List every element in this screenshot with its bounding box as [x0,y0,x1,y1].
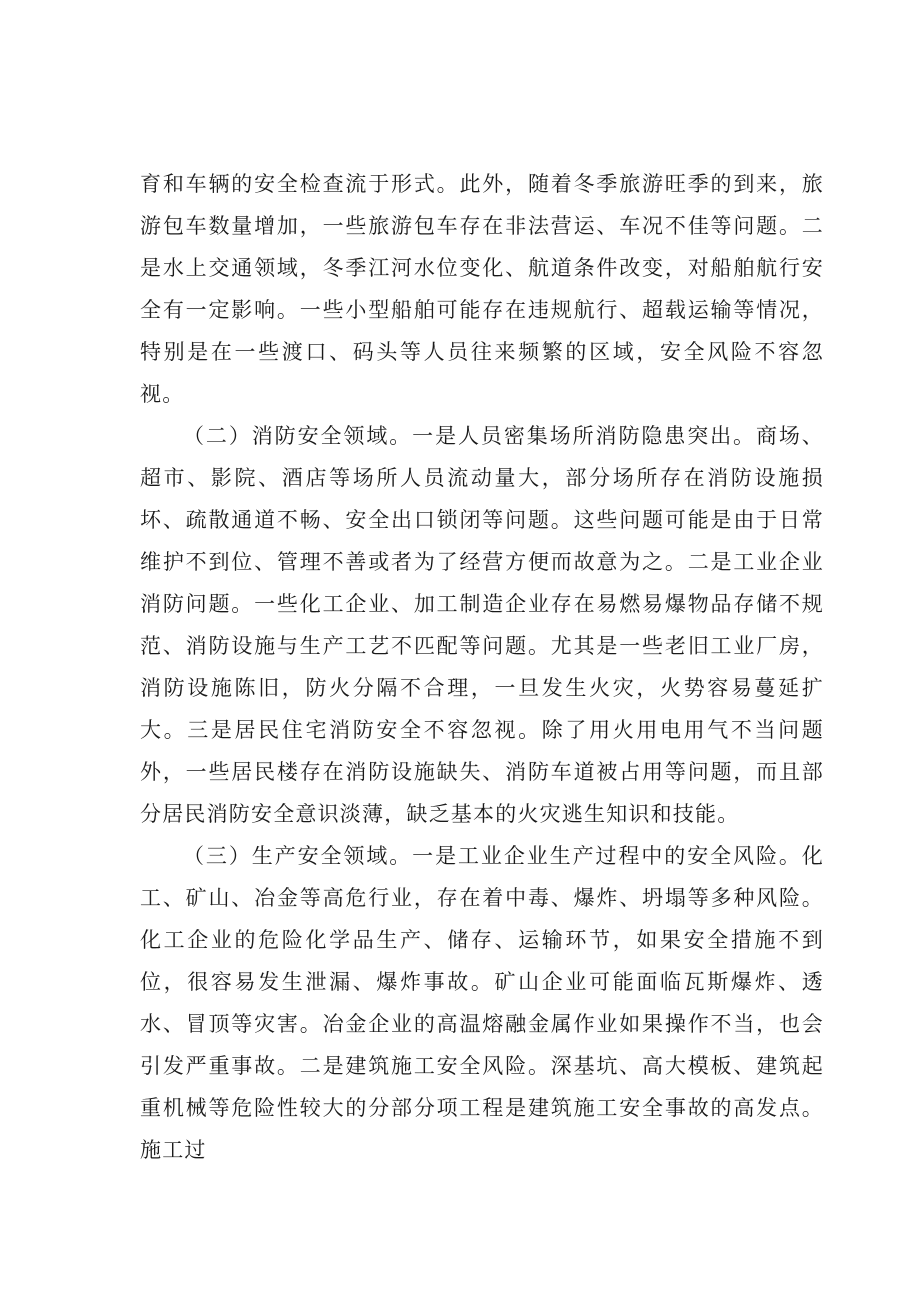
paragraph-transport-continued: 育和车辆的安全检查流于形式。此外，随着冬季旅游旺季的到来，旅游包车数量增加，一些旅游包车存在非法营运、车况不佳等问题。二是水上交通领域，冬季江河水位变化、航道条件改变，对船舶航行安全有一定影响。一些小型船舶可能存在违规航行、超载运输等情况，特别是在一些渡口、码头等人员往来频繁的区域，安全风险不容忽视。 [140,172,824,406]
paragraph-production-safety: （三）生产安全领域。一是工业企业生产过程中的安全风险。化工、矿山、冶金等高危行业，存在着中毒、爆炸、坍塌等多种风险。化工企业的危险化学品生产、储存、运输环节，如果安全措施不到位，很容易发生泄漏、爆炸事故。矿山企业可能面临瓦斯爆炸、透水、冒顶等灾害。冶金企业的高温熔融金属作业如果操作不当，也会引发严重事故。二是建筑施工安全风险。深基坑、高大模板、建筑起重机械等危险性较大的分部分项工程是建筑施工安全事故的高发点。施工过 [140,844,824,1162]
paragraph-fire-safety: （二）消防安全领域。一是人员密集场所消防隐患突出。商场、超市、影院、酒店等场所人员流动量大，部分场所存在消防设施损坏、疏散通道不畅、安全出口锁闭等问题。这些问题可能是由于日常维护不到位、管理不善或者为了经营方便而故意为之。二是工业企业消防问题。一些化工企业、加工制造企业存在易燃易爆物品存储不规范、消防设施与生产工艺不匹配等问题。尤其是一些老旧工业厂房，消防设施陈旧，防火分隔不合理，一旦发生火灾，火势容易蔓延扩大。三是居民住宅消防安全不容忽视。除了用火用电用气不当问题外，一些居民楼存在消防设施缺失、消防车道被占用等问题，而且部分居民消防安全意识淡薄，缺乏基本的火灾逃生知识和技能。 [140,424,824,826]
document-body [140,163,824,1171]
